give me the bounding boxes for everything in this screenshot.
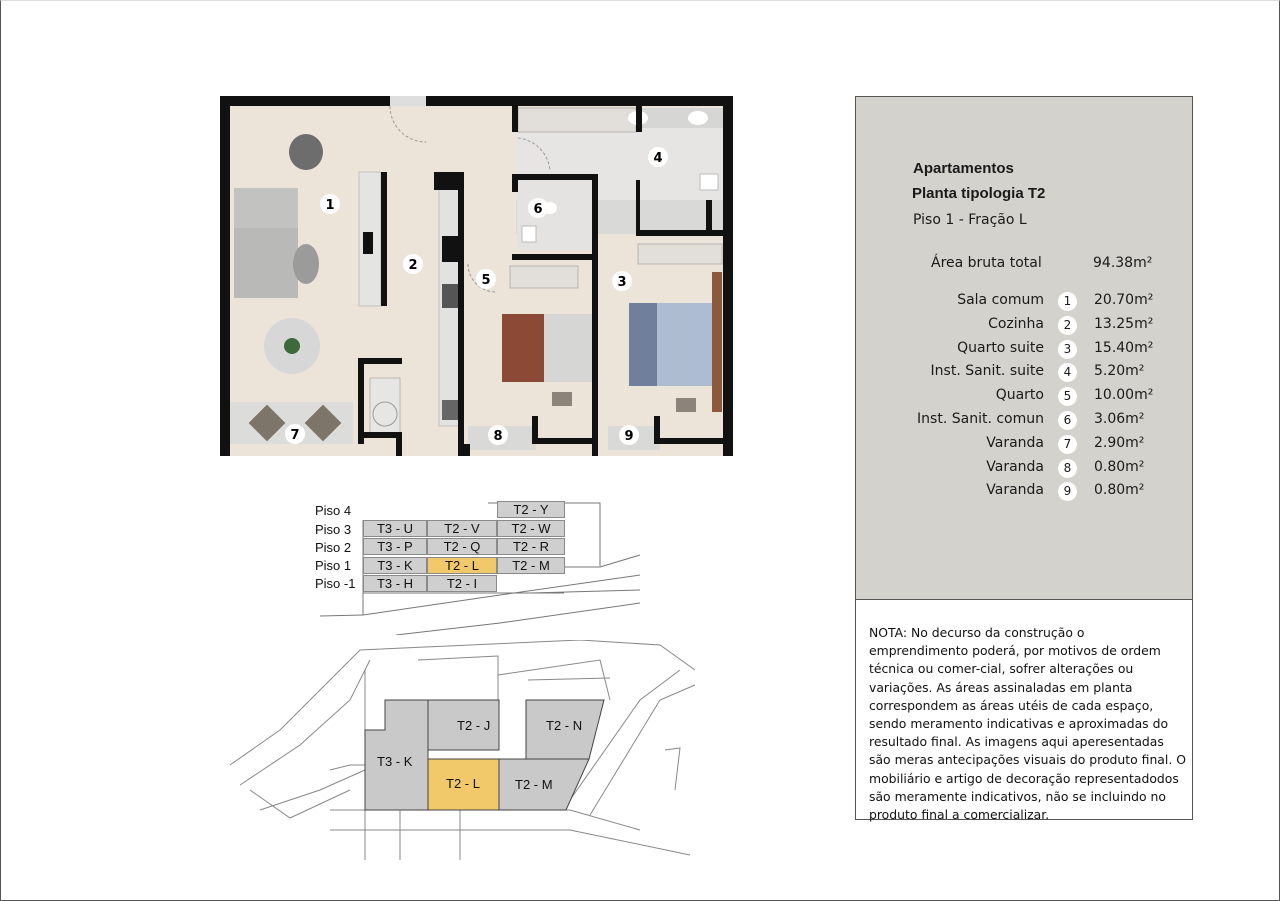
unit-cell: T2 - I [427,575,497,592]
room-marker-4: 4 [653,151,663,166]
room-number-badge: 2 [1058,316,1077,335]
panel-title: Apartamentos [913,160,1014,177]
room-marker-6: 6 [533,202,543,217]
room-number-badge: 3 [1058,340,1077,359]
room-row [856,480,1194,504]
unit-cell: T3 - U [363,520,427,537]
room-name: Cozinha [988,315,1044,332]
room-marker-2: 2 [408,258,418,273]
room-number-badge: 9 [1058,482,1077,501]
unit-cell-highlighted: T2 - L [427,557,497,574]
room-number-badge: 7 [1058,435,1077,454]
info-panel [855,96,1193,600]
room-row [856,433,1194,457]
site-plan [220,640,700,860]
room-area: 20.70m² [1094,292,1154,308]
room-marker-9: 9 [624,429,634,444]
unit-cell: T3 - P [363,538,427,555]
room-area: 3.06m² [1094,410,1145,427]
room-area: 0.80m² [1094,458,1145,475]
room-marker-5: 5 [481,273,491,288]
unit-cell: T2 - M [497,557,565,574]
floor-fraction: Piso 1 - Fração L [913,212,1027,228]
unit-cell: T2 - Y [497,501,565,518]
floor-label: Piso -1 [315,576,356,591]
room-number-badge: 8 [1058,459,1077,478]
floor-label: Piso 1 [315,558,352,573]
room-name: Varanda [986,482,1044,499]
unit-cell: T3 - K [363,557,427,574]
room-marker-7: 7 [290,428,300,443]
room-area: 13.25m² [1094,315,1154,332]
site-unit: T3 - K [377,754,413,769]
room-area: 2.90m² [1094,434,1145,451]
disclaimer-text: NOTA: No decurso da construção o emprendimento poderá, por motivos de ordem técnica ou comer-cial, sofrer alterações ou variações. As áreas assinaladas em planta correspondem as áreas utéis de cada espaço, sendo meramento indicativas e aproximadas do resultado final. As imagens aqui aperesentadas são meras antecipações visuais do produto final. O mobiliário e artigo de decoração representadodos são meramente indicativos, não se incluindo no produto final a comercializar. [869,625,1186,823]
room-row [856,385,1194,409]
room-row [856,314,1194,338]
floor-label: Piso 3 [315,522,352,537]
panel-subtitle: Planta tipologia T2 [912,185,1046,202]
disclaimer-note [855,599,1193,823]
room-marker-3: 3 [617,275,627,290]
total-area-value: 94.38m² [1093,255,1153,271]
site-unit-highlighted: T2 - L [446,776,480,791]
site-unit: T2 - M [515,777,553,792]
room-area: 15.40m² [1094,339,1154,356]
room-row [856,338,1194,362]
unit-cell: T2 - W [497,520,565,537]
room-name: Sala comum [957,292,1044,308]
floor-label: Piso 4 [315,503,352,518]
unit-cell: T2 - V [427,520,497,537]
room-name: Inst. Sanit. comun [917,410,1044,427]
room-name: Varanda [986,458,1044,475]
room-area-list [856,290,1194,504]
room-name: Varanda [986,434,1044,451]
room-area: 10.00m² [1094,387,1154,404]
floor-plan [220,96,733,456]
unit-cell: T2 - R [497,538,565,555]
building-elevation [300,495,640,635]
room-name: Quarto suite [957,339,1044,356]
site-unit: T2 - N [546,718,583,733]
room-row [856,457,1194,481]
floor-label: Piso 2 [315,540,352,555]
room-number-badge: 4 [1058,363,1077,382]
unit-cell: T3 - H [363,575,427,592]
room-row [856,409,1194,433]
room-name: Inst. Sanit. suite [930,363,1044,380]
unit-cell: T2 - Q [427,538,497,555]
room-number-badge: 5 [1058,387,1077,406]
room-area: 0.80m² [1094,482,1145,499]
room-row [856,361,1194,385]
total-area-label: Área bruta total [931,255,1042,271]
room-name: Quarto [995,387,1044,404]
room-number-badge: 6 [1058,411,1077,430]
room-number-badge: 1 [1058,292,1077,311]
room-marker-1: 1 [325,198,335,213]
room-row [856,290,1194,314]
site-unit: T2 - J [457,718,491,733]
room-area: 5.20m² [1094,363,1145,380]
room-marker-8: 8 [493,429,503,444]
